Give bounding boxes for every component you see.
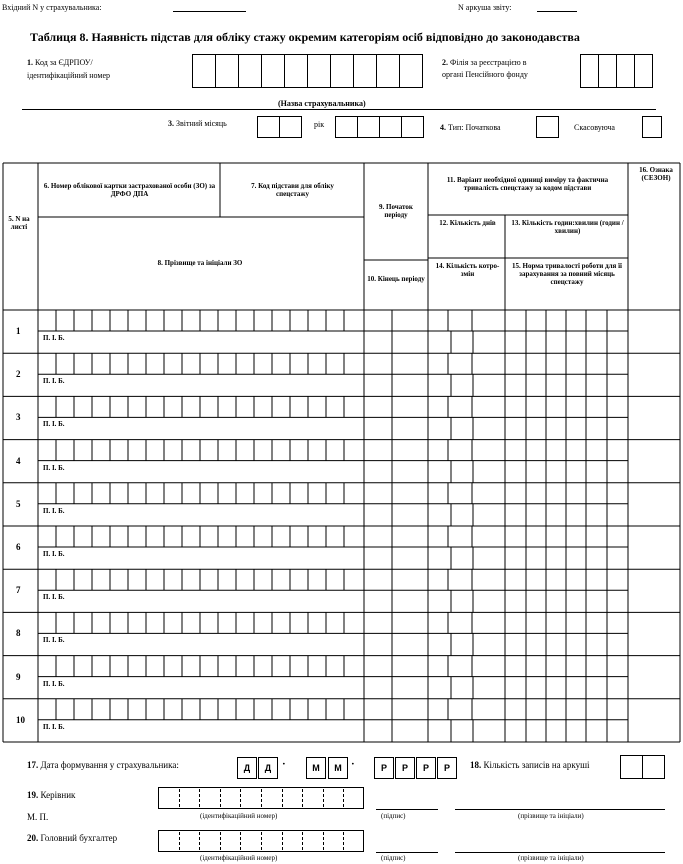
records-count-label [470,761,590,770]
row-number: 7 [16,585,21,596]
report-month-text: Звітний місяць [176,119,227,128]
row-number: 4 [16,455,21,466]
col10-header: 10. Кінець періоду [367,275,425,283]
pib-label: П. І. Б. [43,377,65,386]
accountant-id-caption: (ідентифікаційний номер) [200,854,278,862]
head-number: 19. [27,790,39,800]
col11-header: 11. Варіант необхідної одиниці виміру та фактична тривалість спецстажу за кодом підстави [446,176,609,192]
col9-header: 9. Початок періоду [379,203,413,219]
col7-header: 7. Код підстави для обліку спецстажу [251,182,334,198]
row-number: 1 [16,326,21,336]
incoming-number-label: Вхідний N у страхувальника: [2,3,102,12]
id-digit-divider [199,789,200,807]
head-label [27,791,75,800]
col8-header: 8. Прізвище та ініціали ЗО [157,259,243,267]
pib-label: П. І. Б. [43,420,65,429]
year-label: рік [314,120,325,129]
date-text: Дата формування у страхувальника: [40,760,179,770]
edrpou-label-line2: ідентифікаційний номер [27,71,110,80]
id-digit-divider [179,789,180,807]
col13-header: 13. Кількість годин:хвилин (годин / хвилин) [511,219,624,235]
head-signature-line[interactable] [376,809,438,810]
pib-label: П. І. Б. [43,463,65,472]
col14-header: 14. Кількість котро-змін [435,262,500,278]
head-id-caption: (ідентифікаційний номер) [200,812,278,820]
edrpou-label-line1: Код за ЄДРПОУ/ [35,58,93,67]
head-text: Керівник [40,790,76,800]
report-month-number: 3. [168,119,174,128]
sheet-number-label: N аркуша звіту: [458,3,512,12]
row-number: 8 [16,628,21,639]
col6-header: 6. Номер облікової картки застрахованої особи (ЗО) за ДРФО ДПА [43,182,216,198]
col5-header: 5. N на листі [8,215,30,231]
col12-header: 12. Кількість днів [439,219,496,227]
id-digit-divider [323,832,324,850]
row-number: 6 [16,542,21,552]
date-cell[interactable]: Р [395,757,415,779]
report-type-text: Тип: Початкова [448,123,501,132]
insurer-name-caption: (Назва страхувальника) [278,99,366,108]
accountant-signature-caption: (підпис) [381,854,406,862]
row-number: 5 [16,498,21,509]
records-count-text: Кількість записів на аркуші [483,760,590,770]
date-cell[interactable]: Р [437,757,457,779]
date-cell[interactable]: Д [258,757,278,779]
head-name-caption: (прізвище та ініціали) [518,812,584,820]
branch-label-line2: органі Пенсійного фонду [442,70,528,79]
id-digit-divider [282,832,283,850]
accountant-number: 20. [27,833,39,843]
id-digit-divider [240,832,241,850]
accountant-label [27,834,117,843]
id-digit-divider [343,832,344,850]
date-cell[interactable]: Д [237,757,257,779]
accountant-signature-line[interactable] [376,852,438,853]
id-digit-divider [220,789,221,807]
id-digit-divider [302,789,303,807]
pib-label: П. І. Б. [43,593,65,602]
accountant-name-caption: (прізвище та ініціали) [518,854,584,862]
page-title: Таблиця 8. Наявність підстав для обліку стажу окремим категоріям осіб відповідно до законодавства [30,30,580,44]
records-count-number: 18. [470,760,482,770]
pib-label: П. І. Б. [43,636,65,645]
date-cell[interactable]: Р [416,757,436,779]
pib-label: П. І. Б. [43,550,65,558]
date-cell[interactable]: М [328,757,348,779]
records-count-cells[interactable] [620,755,665,779]
id-digit-divider [261,832,262,850]
pib-label: П. І. Б. [43,506,65,515]
date-cell[interactable]: М [306,757,326,779]
id-digit-divider [323,789,324,807]
pib-label: П. І. Б. [43,679,65,688]
id-digit-divider [282,789,283,807]
id-digit-divider [240,789,241,807]
id-digit-divider [179,832,180,850]
row-number: 10 [16,714,25,725]
id-digit-divider [220,832,221,850]
report-type-number: 4. [440,123,446,132]
head-name-line[interactable] [455,809,665,810]
pib-label: П. І. Б. [43,722,65,731]
id-digit-divider [343,789,344,807]
row-number: 9 [16,671,21,682]
date-label [27,761,179,770]
id-digit-divider [302,832,303,850]
col16-header: 16. Ознака (СЕЗОН) [639,166,673,182]
branch-number: 2. [442,58,448,67]
date-number: 17. [27,760,39,770]
pib-label: П. І. Б. [43,334,65,342]
id-digit-divider [199,832,200,850]
accountant-name-line[interactable] [455,852,665,853]
accountant-text: Головний бухгалтер [40,833,118,843]
branch-label-line1: Філія за реєстрацією в [450,58,527,67]
cancel-type-label: Скасовуюча [574,123,615,132]
date-separator: · [351,758,355,770]
col15-header: 15. Норма тривалості роботи для її зарахування за повний місяць спецстажу [512,262,622,286]
row-number: 2 [16,369,21,380]
date-cell[interactable]: Р [374,757,394,779]
stamp-label: М. П. [27,812,49,822]
head-signature-caption: (підпис) [381,812,406,820]
id-digit-divider [261,789,262,807]
row-number: 3 [16,412,21,423]
date-separator: · [282,758,286,770]
edrpou-number: 1. [27,58,33,67]
